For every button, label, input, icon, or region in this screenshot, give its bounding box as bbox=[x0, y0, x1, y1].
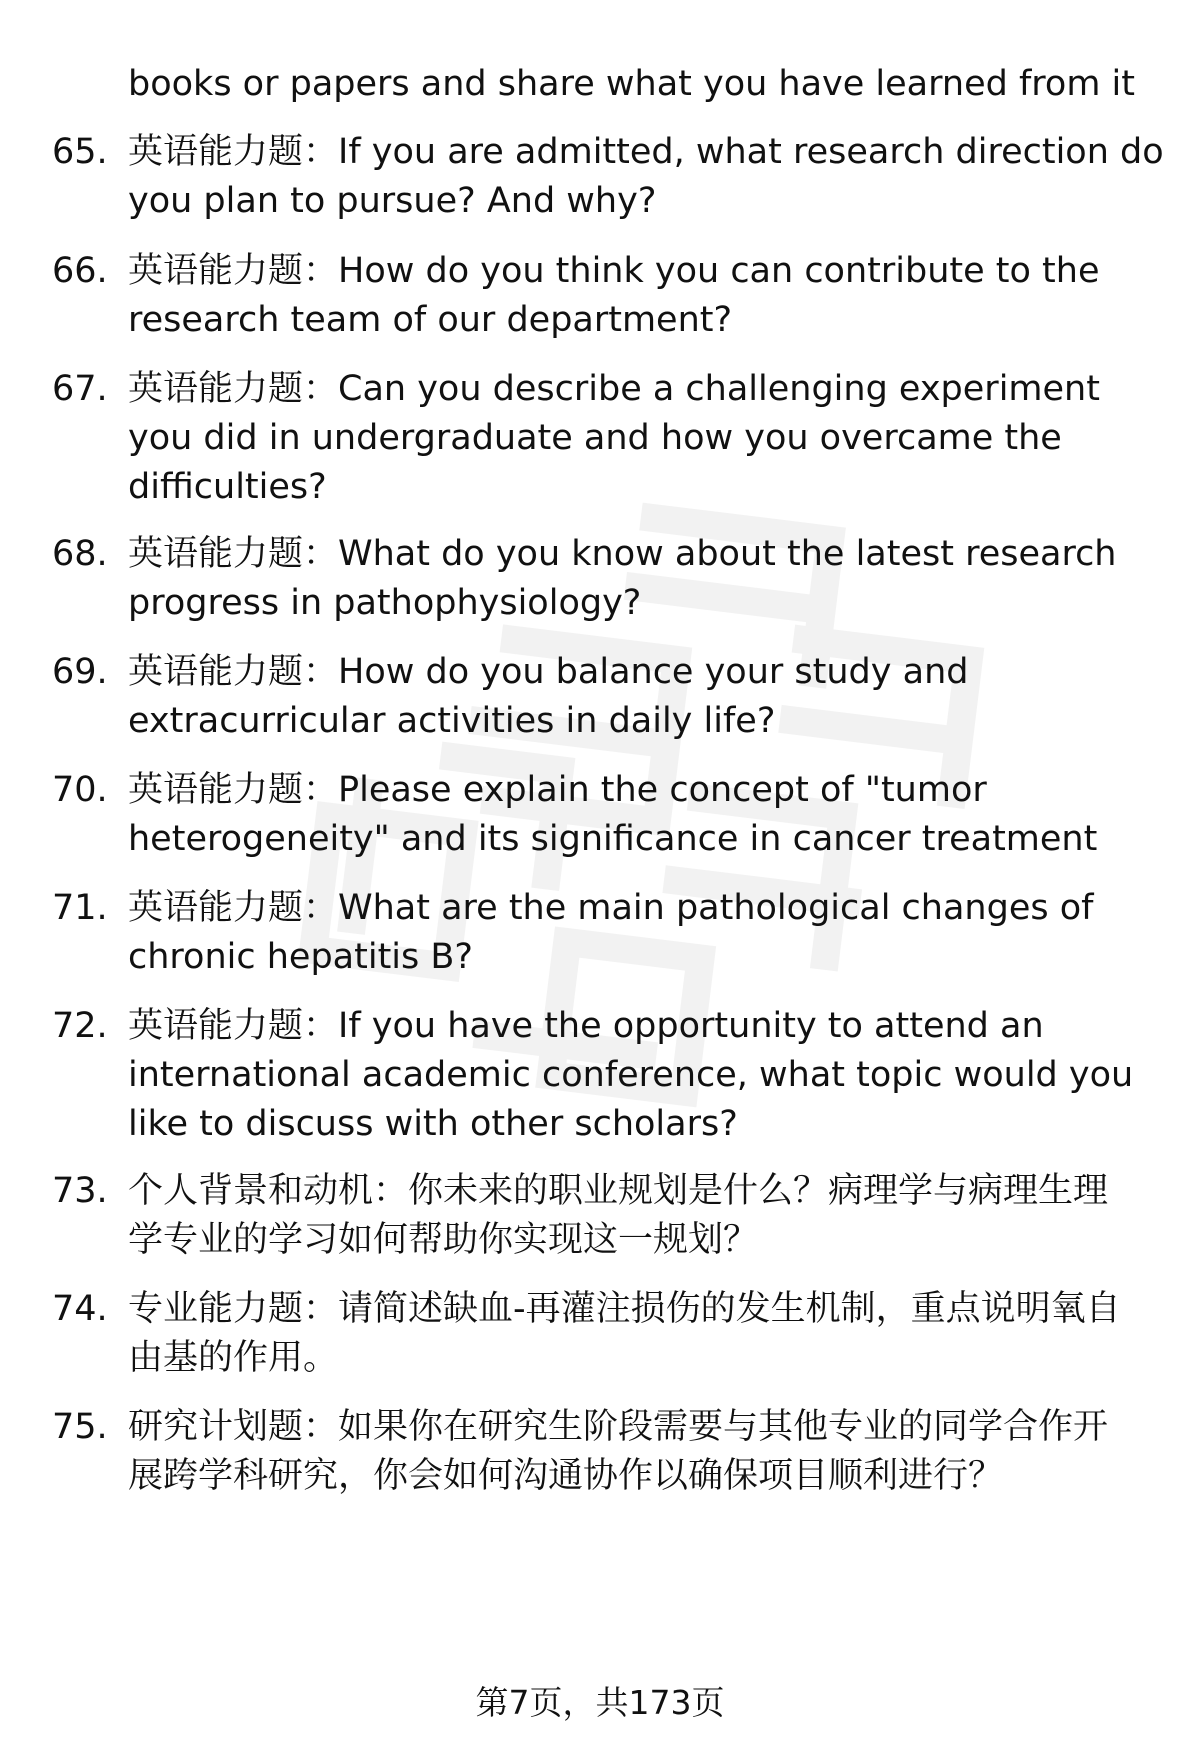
question-number: 69. bbox=[52, 652, 108, 692]
question-text: 英语能力题：Can you describe a challenging experiment you did in undergraduate and how you overcame the difficulties? bbox=[128, 369, 1100, 507]
question-number: 71. bbox=[52, 888, 108, 928]
continued-question-line: books or papers and share what you have learned from it bbox=[128, 64, 1135, 104]
question-text: 英语能力题：How do you balance your study and extracurricular activities in daily life? bbox=[128, 652, 969, 741]
question-text: 英语能力题：If you have the opportunity to attend an international academic conference, what topic would you like to discuss with other scholars? bbox=[128, 1006, 1134, 1144]
question-number: 65. bbox=[52, 132, 108, 172]
question-number: 68. bbox=[52, 534, 108, 574]
question-text: 英语能力题：If you are admitted, what research direction do you plan to pursue? And why? bbox=[128, 132, 1164, 221]
question-text: 英语能力题：How do you think you can contribute to the research team of our department? bbox=[128, 251, 1100, 340]
question-number: 72. bbox=[52, 1006, 108, 1046]
question-text: 英语能力题：What do you know about the latest research progress in pathophysiology? bbox=[128, 534, 1117, 623]
question-number: 74. bbox=[52, 1289, 108, 1329]
question-number: 70. bbox=[52, 770, 108, 810]
page-footer: 第7页，共173页 bbox=[475, 1683, 725, 1722]
question-number: 75. bbox=[52, 1407, 108, 1447]
question-number: 67. bbox=[52, 369, 108, 409]
question-number: 73. bbox=[52, 1171, 108, 1211]
question-text: 英语能力题：What are the main pathological changes of chronic hepatitis B? bbox=[128, 888, 1094, 977]
question-text: 专业能力题：请简述缺血-再灌注损伤的发生机制，重点说明氧自 由基的作用。 bbox=[128, 1289, 1121, 1378]
question-text: 英语能力题：Please explain the concept of "tumor heterogeneity" and its significance in cancer treatment bbox=[128, 770, 1098, 859]
question-text: 研究计划题：如果你在研究生阶段需要与其他专业的同学合作开 展跨学科研究，你会如何沟通协作以确保项目顺利进行？ bbox=[128, 1407, 1109, 1496]
question-number: 66. bbox=[52, 251, 108, 291]
question-text: 个人背景和动机：你未来的职业规划是什么？病理学与病理生理 学专业的学习如何帮助你实现这一规划？ bbox=[128, 1171, 1109, 1260]
